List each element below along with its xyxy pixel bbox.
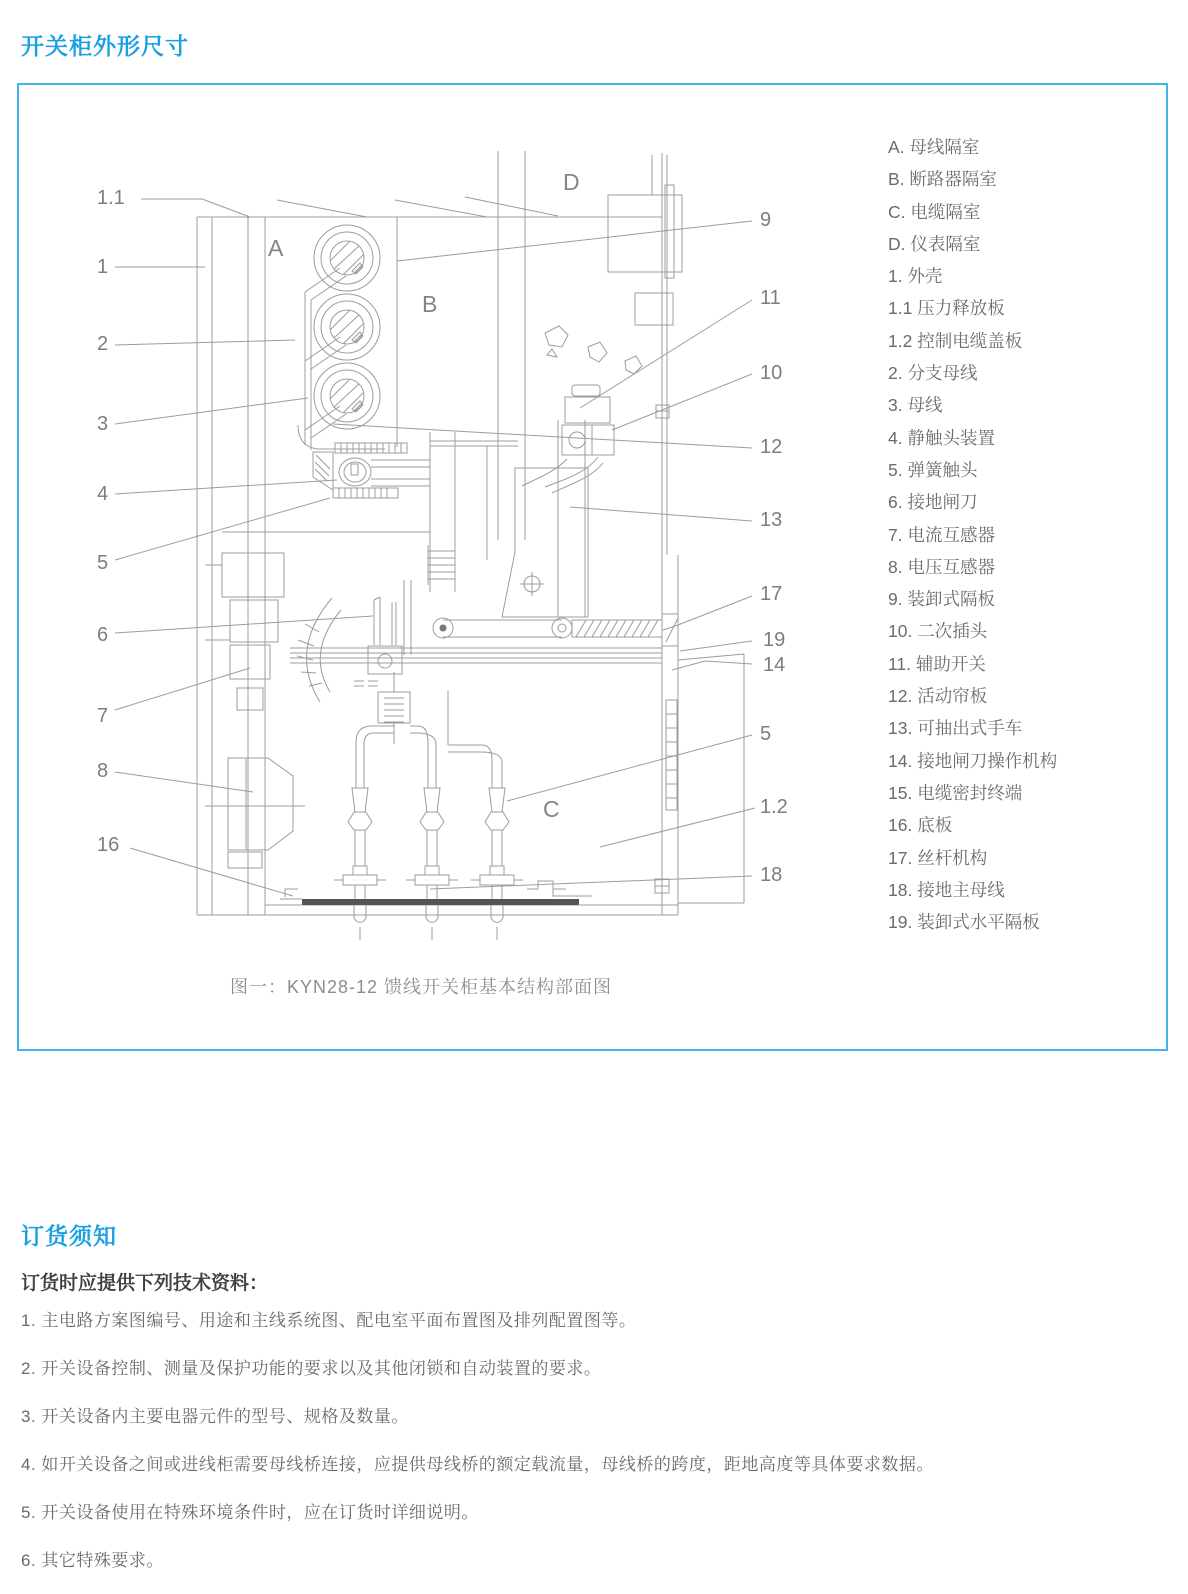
callout-1-2: 1.2 <box>760 796 788 818</box>
ordering-item-1: 1. 主电路方案图编号、用途和主线系统图、配电室平面布置图及排列配置图等。 <box>21 1311 637 1330</box>
compartment-c-label: C <box>543 796 560 822</box>
callout-18: 18 <box>760 864 783 886</box>
ordering-item-3: 3. 开关设备内主要电器元件的型号、规格及数量。 <box>21 1407 409 1426</box>
legend-item: 8. 电压互感器 <box>888 556 995 577</box>
callout-6: 6 <box>97 624 109 646</box>
ordering-intro: 订货时应提供下列技术资料： <box>21 1273 269 1294</box>
legend-item: 12. 活动帘板 <box>888 686 988 707</box>
compartment-a-label: A <box>268 235 284 261</box>
legend-item: 9. 装卸式隔板 <box>888 589 995 610</box>
legend-item: D. 仪表隔室 <box>888 233 981 254</box>
callout-1: 1 <box>97 256 109 278</box>
legend-item: 2. 分支母线 <box>888 363 978 384</box>
ordering-item-4: 4. 如开关设备之间或进线柜需要母线桥连接，应提供母线桥的额定载流量，母线桥的跨度，距地高度等具体要求数据。 <box>21 1455 934 1474</box>
ordering-list <box>21 1306 1161 1594</box>
legend-item: 18. 接地主母线 <box>888 879 1005 900</box>
compartment-d-label: D <box>563 169 580 195</box>
callout-4: 4 <box>97 483 109 505</box>
callout-13: 13 <box>760 509 783 531</box>
callout-5: 5 <box>97 552 109 574</box>
legend-item: C. 电缆隔室 <box>888 201 981 222</box>
legend-item: B. 断路器隔室 <box>888 169 997 190</box>
legend-item: 10. 二次插头 <box>888 621 988 642</box>
diagram-legend <box>888 131 1057 938</box>
figure-caption: 图一：KYN28-12 馈线开关柜基本结构部面图 <box>230 977 613 997</box>
legend-item: 5. 弹簧触头 <box>888 459 978 480</box>
callout-14: 14 <box>763 654 786 676</box>
legend-item: 4. 静触头装置 <box>888 427 995 448</box>
legend-item: 14. 接地闸刀操作机构 <box>888 750 1058 771</box>
legend-item: 3. 母线 <box>888 395 943 416</box>
legend-item: 7. 电流互感器 <box>888 524 995 545</box>
legend-item: 11. 辅助开关 <box>888 653 986 674</box>
callout-11: 11 <box>760 287 781 309</box>
callout-7: 7 <box>97 705 109 727</box>
ordering-item-5: 5. 开关设备使用在特殊环境条件时，应在订货时详细说明。 <box>21 1503 479 1522</box>
callout-9: 9 <box>760 209 772 231</box>
callout-5b: 5 <box>760 723 772 745</box>
legend-item: 19. 装卸式水平隔板 <box>888 912 1040 933</box>
legend-item: 6. 接地闸刀 <box>888 492 978 513</box>
legend-item: 1. 外壳 <box>888 266 943 287</box>
section-title-dimensions: 开关柜外形尺寸 <box>21 33 189 59</box>
compartment-b-label: B <box>422 291 438 317</box>
callout-17: 17 <box>760 583 783 605</box>
callout-8: 8 <box>97 760 109 782</box>
legend-item: 13. 可抽出式手车 <box>888 718 1023 739</box>
legend-item: 1.2 控制电缆盖板 <box>888 330 1023 351</box>
callout-16: 16 <box>97 834 120 856</box>
legend-item: A. 母线隔室 <box>888 137 980 157</box>
callout-1-1: 1.1 <box>97 187 125 209</box>
callout-2: 2 <box>97 333 109 355</box>
callout-19: 19 <box>763 629 786 651</box>
callout-12: 12 <box>760 436 783 458</box>
legend-item: 1.1 压力释放板 <box>888 298 1005 319</box>
callout-3: 3 <box>97 413 109 435</box>
ordering-item-2: 2. 开关设备控制、测量及保护功能的要求以及其他闭锁和自动装置的要求。 <box>21 1359 602 1378</box>
legend-item: 16. 底板 <box>888 815 953 836</box>
section-title-ordering: 订货须知 <box>21 1223 117 1249</box>
legend-item: 17. 丝杆机构 <box>888 847 988 868</box>
callout-10: 10 <box>760 362 783 384</box>
ordering-item-6: 6. 其它特殊要求。 <box>21 1551 164 1570</box>
legend-item: 15. 电缆密封终端 <box>888 782 1023 803</box>
